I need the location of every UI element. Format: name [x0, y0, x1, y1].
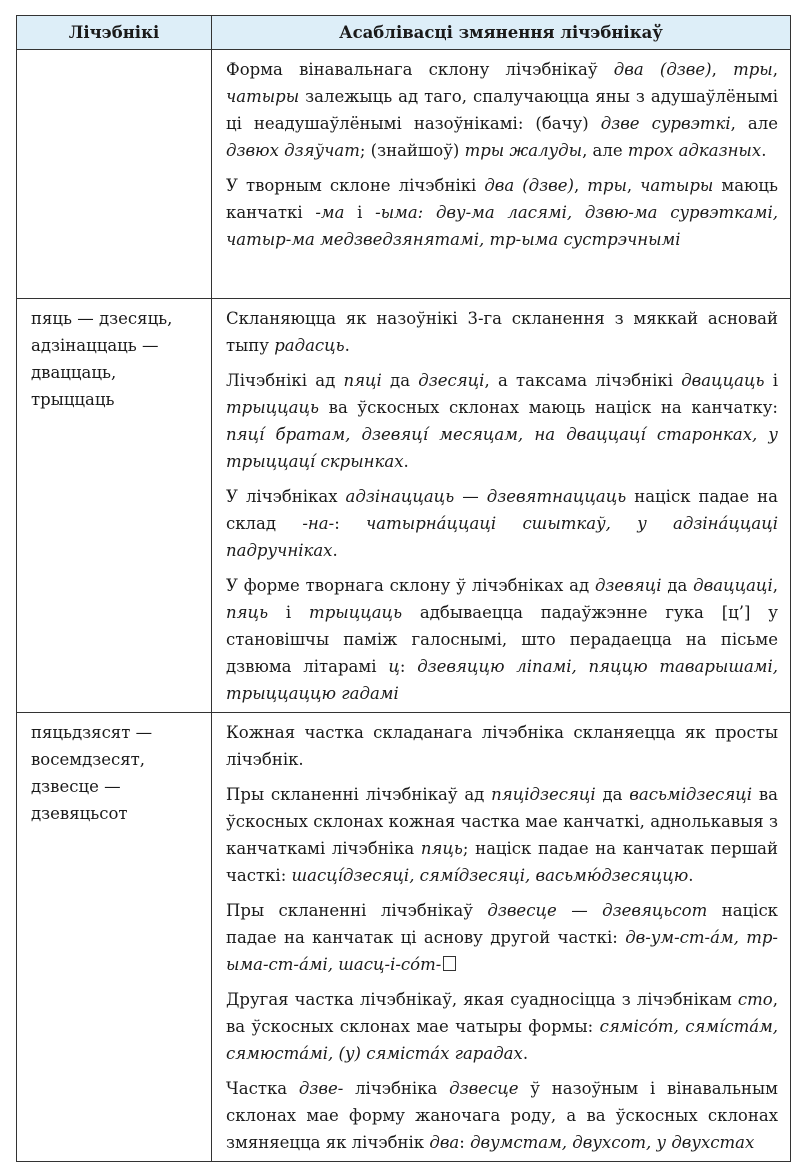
example-text: пяці [343, 371, 382, 390]
example-text: дзвесце [487, 901, 557, 920]
example-text: пяці́ братам, дзевяці́ месяцам, на дваццаці́ старонках, у трыццаці́ скрынках [226, 425, 778, 471]
example-text: шасці́дзесяці, сямі́дзесяці, васьмю́дзесяццю [291, 866, 689, 885]
example-text: радасць [274, 336, 345, 355]
example-text: дзевяцьсот [602, 901, 708, 920]
example-text: дваццаць [681, 371, 765, 390]
declension-notes-cell [212, 299, 791, 713]
note-paragraph: У форме творнага склону ў лічэбніках ад дзевяці да дваццаці, пяць і трыццаць адбываецца падаўжэнне гука [ц’] у становішчы паміж галоснымі, што перадаецца на пісьме дзвюма літарамі ц: дзевяццю ліпамі, пяццю таварышамі, трыццаццю гадамі [226, 576, 779, 703]
example-text: трыццаць [226, 398, 320, 417]
example-text: дзвесце [449, 1079, 519, 1098]
numeral-group-cell: пяцьдзясят — восемдзесят, дзвесце — дзевяцьсот [17, 713, 212, 1162]
table-row [17, 50, 791, 299]
example-text: тры жалуды [464, 141, 583, 160]
example-text: чатырна́ццаці сшыткаў, у адзіна́ццаці падручніках [226, 514, 778, 560]
example-text: чатыры [640, 176, 714, 195]
missing-glyph-box [443, 956, 456, 971]
declension-notes-cell [212, 713, 791, 1162]
example-text: дв-ум-ст-а́м, тр-ыма-ст-а́мі, шасц-і-со́т- [226, 928, 779, 974]
note-paragraph: Другая частка лічэбнікаў, якая суадносіцца з лічэбнікам сто, ва ўскосных склонах мае чатыры формы: сямісо́т, сямі́ста́м, сямюста́мі, (у) сяміста́х гарадах. [226, 990, 778, 1063]
example-text: дзевяці [594, 576, 662, 595]
table-row [17, 299, 791, 713]
example-text: трыццаць [309, 603, 403, 622]
example-text: сто [737, 990, 773, 1009]
example-text: дзвюх дзяўчат [226, 141, 360, 160]
example-text: дзве- [298, 1079, 344, 1098]
example-text: -ыма: дву-ма ласямі, дзвю-ма сурвэткамі, чатыр-ма медзведзянятамі, тр-ыма сустрэчнымі [226, 203, 778, 249]
example-text: два [429, 1133, 460, 1152]
example-text: -ма [315, 203, 345, 222]
table-row [17, 713, 791, 1162]
example-text: сямісо́т, сямі́ста́м, сямюста́мі, (у) сяміста́х гарадах [226, 1017, 778, 1063]
note-paragraph: Скланяюцца як назоўнікі 3-га скланення з мяккай асновай тыпу радасць. [226, 309, 778, 355]
example-text: чатыры [226, 87, 300, 106]
note-paragraph: У творным склоне лічэбнікі два (дзве), тры, чатыры маюць канчаткі -ма і -ыма: дву-ма ласямі, дзвю-ма сурвэткамі, чатыр-ма медзведзянятамі, тр-ыма сустрэчнымі [226, 176, 779, 249]
example-text: васьмідзесяці [629, 785, 753, 804]
example-text: два (дзве) [613, 60, 712, 79]
example-text: два (дзве) [484, 176, 574, 195]
note-paragraph: Лічэбнікі ад пяці да дзесяці, а таксама лічэбнікі дваццаць і трыццаць ва ўскосных склонах маюць націск на канчатку: пяці́ братам, дзевяці́ месяцам, на дваццаці́ старонках, у трыццаці́ скрынках. [226, 371, 778, 471]
grammar-table [16, 15, 791, 1162]
example-text: тры [587, 176, 627, 195]
note-paragraph: Частка дзве- лічэбніка дзвесце ў назоўным і вінавальным склонах мае форму жаночага роду, а ва ўскосных склонах змяняецца як лічэбнік два: двумстам, двухсот, у двухстах [226, 1079, 778, 1152]
example-text: адзінаццаць [345, 487, 455, 506]
note-paragraph: Кожная частка складанага лічэбніка скланяецца як просты лічэбнік. [226, 723, 778, 769]
numeral-group-cell: пяць — дзесяць, адзінаццаць — дваццаць, трыццаць [17, 299, 212, 713]
example-text: тры [733, 60, 773, 79]
example-text: дзве сурвэткі [600, 114, 731, 133]
declension-notes-cell [212, 50, 791, 299]
example-text: ц [388, 657, 400, 676]
example-text: трох адказных [627, 141, 762, 160]
example-text: пяцідзесяці [491, 785, 596, 804]
example-text: -на- [302, 514, 335, 533]
table-body [17, 50, 791, 1162]
note-paragraph: Пры скланенні лічэбнікаў ад пяцідзесяці да васьмідзесяці ва ўскосных склонах кожная частка мае канчаткі, аднолькавыя з канчаткамі лічэбніка пяць; націск падае на канчатак першай часткі: шасці́дзесяці, сямі́дзесяці, васьмю́дзесяццю. [226, 785, 778, 885]
example-text: пяць [226, 603, 269, 622]
note-paragraph: У лічэбніках адзінаццаць — дзевятнаццаць націск падае на склад -на-: чатырна́ццаці сшыткаў, у адзіна́ццаці падручніках. [226, 487, 778, 560]
header-features: Асаблівасці змянення лічэбнікаў [212, 16, 791, 50]
header-numerals: Лічэбнікі [17, 16, 212, 50]
example-text: дзевяццю ліпамі, пяццю таварышамі, трыццаццю гадамі [226, 657, 779, 703]
example-text: дзевятнаццаць [486, 487, 627, 506]
example-text: двумстам, двухсот, у двухстах [470, 1133, 755, 1152]
example-text: пяць [420, 839, 463, 858]
example-text: дзесяці [418, 371, 485, 390]
note-paragraph: Форма вінавальнага склону лічэбнікаў два (дзве), тры, чатыры залежыць ад таго, спалучаюцца яны з адушаўлёнымі ці неадушаўлёнымі назоўнікамі: (бачу) дзве сурвэткі, але дзвюх дзяўчат; (знайшоў) тры жалуды, але трох адказных. [226, 60, 778, 160]
numeral-group-cell [17, 50, 212, 299]
example-text: дваццаці [693, 576, 773, 595]
note-paragraph: Пры скланенні лічэбнікаў дзвесце — дзевяцьсот націск падае на канчатак ці аснову другой часткі: дв-ум-ст-а́м, тр-ыма-ст-а́мі, шасц-і-со́т- [226, 901, 779, 974]
table-header-row [17, 16, 791, 50]
